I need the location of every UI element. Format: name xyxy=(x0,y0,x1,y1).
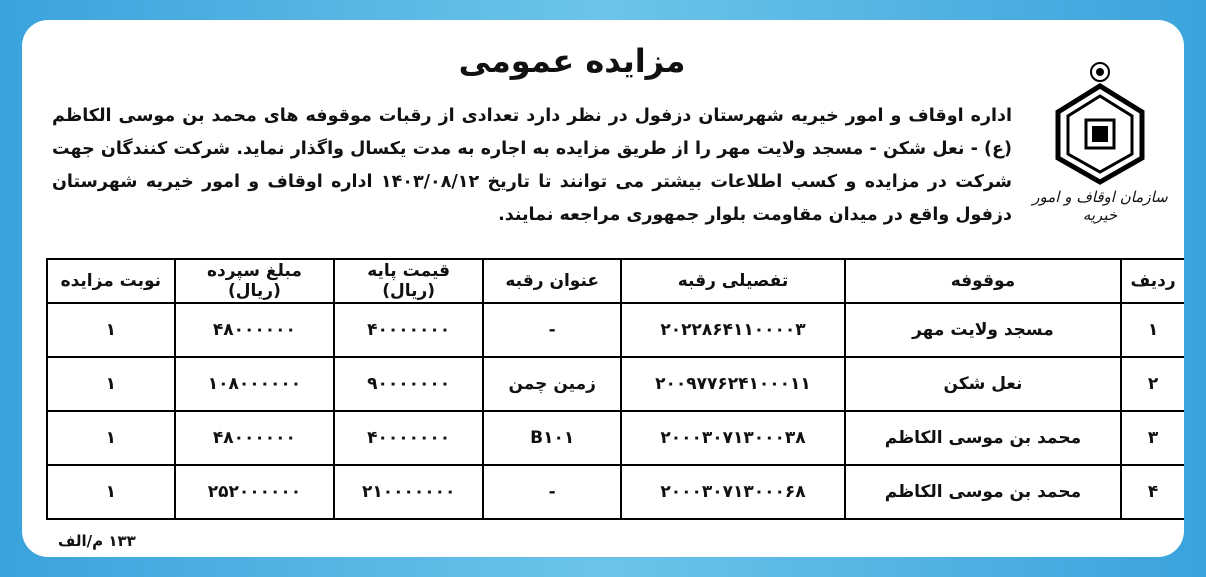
cell-title: - xyxy=(483,465,621,519)
cell-deposit: ۴۸۰۰۰۰۰۰ xyxy=(175,303,335,357)
cell-round: ۱ xyxy=(47,303,175,357)
cell-base-price: ۴۰۰۰۰۰۰۰ xyxy=(334,411,483,465)
table-row xyxy=(47,303,1184,357)
cell-base-price: ۹۰۰۰۰۰۰۰ xyxy=(334,357,483,411)
notice-panel xyxy=(22,20,1184,557)
cell-title: - xyxy=(483,303,621,357)
cell-detail: ۲۰۰۰۳۰۷۱۳۰۰۰۳۸ xyxy=(621,411,844,465)
cell-detail: ۲۰۰۰۳۰۷۱۳۰۰۰۶۸ xyxy=(621,465,844,519)
cell-deposit: ۱۰۸۰۰۰۰۰۰ xyxy=(175,357,335,411)
cell-round: ۱ xyxy=(47,357,175,411)
header-mowqufe: موقوفه xyxy=(845,259,1122,303)
cell-mowqufe: مسجد ولایت مهر xyxy=(845,303,1122,357)
cell-radif: ۱ xyxy=(1121,303,1184,357)
cell-mowqufe: نعل شکن xyxy=(845,357,1122,411)
notice-paragraph: اداره اوقاف و امور خیریه شهرستان دزفول در نظر دارد تعدادی از رقبات موقوفه های محمد بن موسی الکاظم (ع) - نعل شکن - مسجد ولایت مهر را از طریق مزایده به اجاره به مدت یکسال واگذار نماید. شرکت کنندگان جهت شرکت در مزایده و کسب اطلاعات بیشتر می توانند تا تاریخ ۱۴۰۳/۰۸/۱۲ اداره اوقاف و امور خیریه شهرستان دزفول واقع در میدان مقاومت بلوار جمهوری مراجعه نمایند. xyxy=(52,106,1013,225)
footer-code: ۱۳۳ م/الف xyxy=(58,532,136,550)
cell-radif: ۳ xyxy=(1121,411,1184,465)
awqaf-logo xyxy=(1030,50,1170,224)
table-row xyxy=(47,465,1184,519)
cell-detail: ۲۰۰۹۷۷۶۲۴۱۰۰۰۱۱ xyxy=(621,357,844,411)
awqaf-emblem-icon xyxy=(1030,50,1170,190)
cell-title: B۱۰۱ xyxy=(483,411,621,465)
auction-table xyxy=(46,258,1184,520)
table-row xyxy=(47,357,1184,411)
cell-radif: ۲ xyxy=(1121,357,1184,411)
cell-base-price: ۴۰۰۰۰۰۰۰ xyxy=(334,303,483,357)
cell-base-price: ۲۱۰۰۰۰۰۰۰ xyxy=(334,465,483,519)
table-row xyxy=(47,411,1184,465)
header-deposit: مبلغ سپرده (ریال) xyxy=(175,259,335,303)
cell-mowqufe: محمد بن موسی الکاظم xyxy=(845,465,1122,519)
cell-title: زمین چمن xyxy=(483,357,621,411)
cell-deposit: ۴۸۰۰۰۰۰۰ xyxy=(175,411,335,465)
logo-caption: سازمان اوقاف و امور خیریه xyxy=(1032,188,1168,224)
header-detail: تفصیلی رقبه xyxy=(621,259,844,303)
cell-deposit: ۲۵۲۰۰۰۰۰۰ xyxy=(175,465,335,519)
header-radif: ردیف xyxy=(1121,259,1184,303)
cell-radif: ۴ xyxy=(1121,465,1184,519)
cell-mowqufe: محمد بن موسی الکاظم xyxy=(845,411,1122,465)
header-round: نوبت مزایده xyxy=(47,259,175,303)
cell-round: ۱ xyxy=(47,465,175,519)
cell-round: ۱ xyxy=(47,411,175,465)
cell-detail: ۲۰۲۲۸۶۴۱۱۰۰۰۰۳ xyxy=(621,303,844,357)
header-title: عنوان رقبه xyxy=(483,259,621,303)
header-base-price: قیمت پایه (ریال) xyxy=(334,259,483,303)
page-title: مزایده عمومی xyxy=(458,42,686,80)
table-header-row xyxy=(47,259,1184,303)
